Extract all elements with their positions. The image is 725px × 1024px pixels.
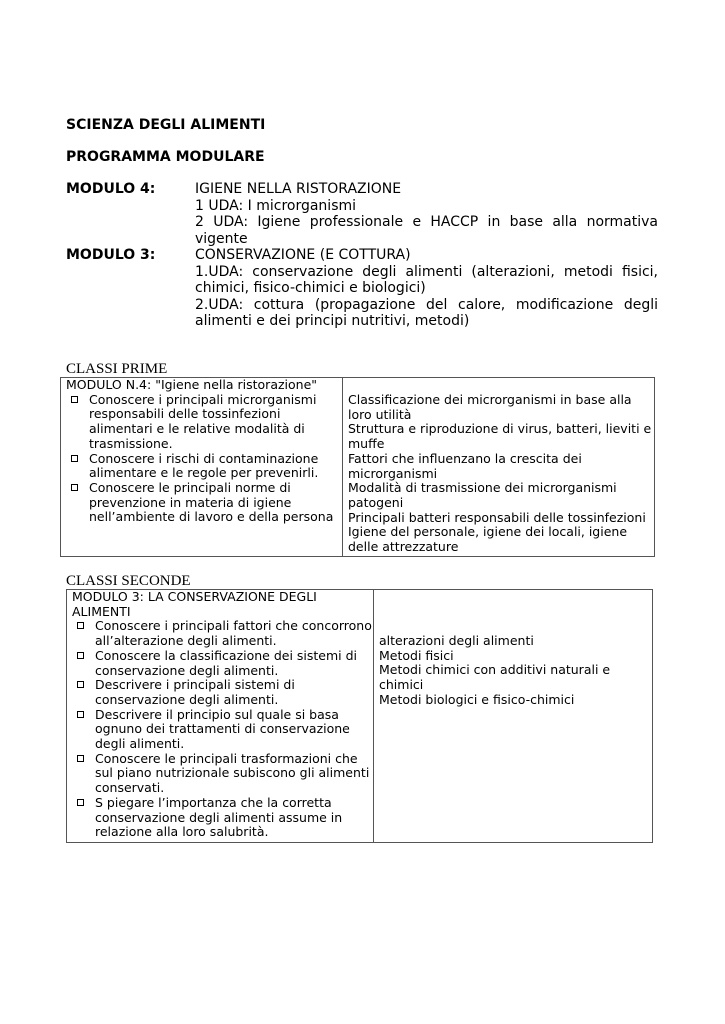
- module-4-line: 1 UDA: I microrganismi: [195, 197, 357, 214]
- module-4-line: IGIENE NELLA RISTORAZIONE: [195, 181, 402, 197]
- objectives-list: [72, 619, 373, 840]
- contents-cell: [343, 378, 655, 557]
- module-4-line: 2 UDA: Igiene professionale e HACCP in base alla normativa vigente: [195, 214, 658, 247]
- list-item: Conoscere i rischi di contaminazione alimentare e le regole per prevenirli.: [66, 452, 342, 481]
- checkbox-bullet-icon: [71, 484, 78, 491]
- list-item: Conoscere le principali trasformazioni che sul piano nutrizionale subiscono gli alimenti conservati.: [72, 752, 373, 796]
- document-title: SCIENZA DEGLI ALIMENTI: [66, 117, 266, 133]
- module-4-description: [195, 181, 658, 247]
- list-item: Descrivere il principio sul quale si basa ognuno dei trattamenti di conservazione degli alimenti.: [72, 708, 373, 752]
- list-item: alterazioni degli alimenti: [379, 633, 534, 648]
- list-item: Metodi fisici: [379, 647, 454, 663]
- list-item: S piegare l’importanza che la corretta conservazione degli alimenti assume in relazione alla loro salubrità.: [72, 796, 373, 840]
- list-item: Conoscere i principali fattori che concorrono all’alterazione degli alimenti.: [72, 619, 373, 648]
- list-item: Metodi biologici e fisico-chimici: [379, 691, 575, 707]
- objectives-cell: [67, 590, 374, 843]
- checkbox-bullet-icon: [77, 711, 84, 718]
- module-3-line: 1.UDA: conservazione degli alimenti (alterazioni, metodi fisici, chimici, fisico-chimici e biologici): [195, 263, 658, 296]
- list-item: Descrivere i principali sistemi di conservazione degli alimenti.: [72, 678, 373, 707]
- list-item: Fattori che influenzano la crescita dei microrganismi: [348, 450, 582, 481]
- module-title: MODULO 3: LA CONSERVAZIONE DEGLI ALIMENTI: [72, 589, 317, 619]
- list-item: Igiene del personale, igiene dei locali, igiene delle attrezzature: [348, 524, 628, 555]
- classi-seconde-table: [66, 589, 653, 843]
- classi-prime-heading: CLASSI PRIME: [66, 361, 168, 377]
- module-3-label: MODULO 3:: [66, 247, 156, 263]
- contents-list: [348, 378, 654, 555]
- contents-cell: [374, 590, 653, 843]
- document-subtitle: PROGRAMMA MODULARE: [66, 149, 265, 165]
- objectives-cell: [61, 378, 343, 557]
- list-item: Conoscere la classificazione dei sistemi di conservazione degli alimenti.: [72, 649, 373, 678]
- module-3-line: 2.UDA: cottura (propagazione del calore, modificazione degli alimenti e dei principi nutritivi, metodi): [195, 296, 658, 329]
- module-title: MODULO N.4: "Igiene nella ristorazione": [66, 377, 318, 392]
- checkbox-bullet-icon: [77, 681, 84, 688]
- module-4-label: MODULO 4:: [66, 181, 156, 197]
- list-item: Metodi chimici con additivi naturali e chimici: [379, 662, 611, 693]
- checkbox-bullet-icon: [77, 799, 84, 806]
- list-item: Conoscere i principali microrganismi responsabili delle tossinfezioni alimentari e le relative modalità di trasmissione.: [66, 393, 342, 452]
- contents-list: [379, 590, 652, 708]
- list-item: Modalità di trasmissione dei microrganismi patogeni: [348, 480, 617, 510]
- list-item: Principali batteri responsabili delle tossinfezioni: [348, 509, 646, 525]
- classi-seconde-heading: CLASSI SECONDE: [66, 573, 191, 589]
- module-3-line: CONSERVAZIONE (E COTTURA): [195, 247, 411, 263]
- list-item: Conoscere le principali norme di prevenzione in materia di igiene nell’ambiente di lavoro e della persona: [66, 481, 342, 525]
- checkbox-bullet-icon: [77, 622, 84, 629]
- checkbox-bullet-icon: [77, 755, 84, 762]
- checkbox-bullet-icon: [77, 652, 84, 659]
- list-item: Classificazione dei microrganismi in base alla loro utilità: [348, 392, 632, 422]
- checkbox-bullet-icon: [71, 455, 78, 462]
- classi-prime-table: [60, 377, 655, 557]
- module-3-description: [195, 247, 658, 330]
- objectives-list: [66, 393, 342, 525]
- checkbox-bullet-icon: [71, 396, 78, 403]
- list-item: Struttura e riproduzione di virus, batteri, lieviti e muffe: [348, 421, 652, 452]
